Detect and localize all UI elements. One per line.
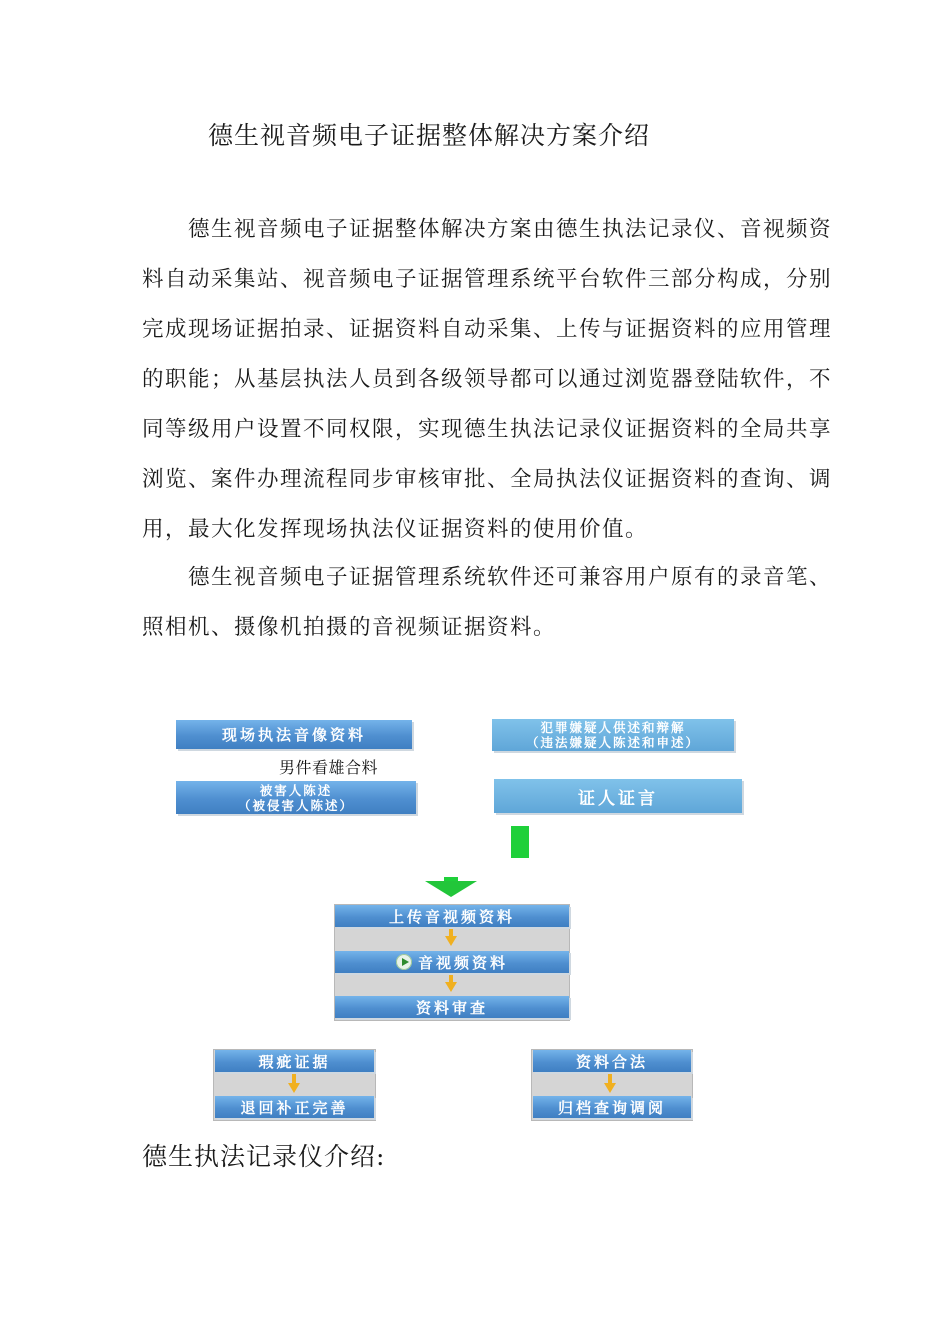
page-title: 德生视音频电子证据整体解决方案介绍 xyxy=(208,121,651,150)
source-suspect-line1: 犯罪嫌疑人供述和辩解 xyxy=(540,720,686,735)
branch-legal-label: 资料合法 xyxy=(575,1052,648,1071)
step-review-box xyxy=(335,996,569,1018)
branch-archive-label: 归档查询调阅 xyxy=(557,1098,666,1117)
step-av-label: 音视频资料 xyxy=(417,953,508,972)
branch-return-box xyxy=(215,1096,374,1118)
step-review-label: 资料审查 xyxy=(415,998,488,1017)
branch-defect-box xyxy=(215,1050,374,1072)
branch-defect-label: 瑕疵证据 xyxy=(258,1052,331,1071)
branch-return-label: 退回补正完善 xyxy=(240,1098,349,1117)
branch-archive-box xyxy=(533,1096,691,1118)
source-witness-box xyxy=(494,779,742,813)
intro-paragraph: 德生视音频电子证据整体解决方案由德生执法记录仪、音视频资料自动采集站、视音频电子证据管理系统平台软件三部分构成，分别完成现场证据拍录、证据资料自动采集、上传与证据资料的应用管理的职能；从基层执法人员到各级领导都可以通过浏览器登陆软件，不同等级用户设置不同权限，实现德生执法记录仪证据资料的全局共享浏览、案件办理流程同步审核审批、全局执法仪证据资料的查询、调用，最大化发挥现场执法仪证据资料的使用价值。 xyxy=(142,217,833,542)
source-victim-line1: 被害人陈述 xyxy=(259,782,333,798)
section-subheading: 德生执法记录仪介绍: xyxy=(142,1142,386,1171)
branch-legal-box xyxy=(533,1050,691,1072)
step-upload-label: 上传音视频资料 xyxy=(388,907,515,926)
green-down-arrow-icon xyxy=(425,881,477,897)
play-icon xyxy=(396,954,412,970)
source-onsite-box xyxy=(176,720,412,749)
down-arrow-icon xyxy=(604,1083,616,1093)
source-victim-box xyxy=(176,781,416,814)
compat-paragraph: 德生视音频电子证据管理系统软件还可兼容用户原有的录音笔、照相机、摄像机拍摄的音视频证据资料。 xyxy=(142,565,833,640)
step-av-box xyxy=(335,951,569,973)
green-connector-bar xyxy=(511,826,529,858)
down-arrow-icon xyxy=(445,982,457,992)
down-arrow-icon xyxy=(445,936,457,946)
source-suspect-box xyxy=(492,719,734,751)
down-arrow-icon xyxy=(288,1083,300,1093)
source-onsite-label: 现场执法音像资料 xyxy=(221,726,366,744)
source-suspect-line2: （违法嫌疑人陈述和申述） xyxy=(525,735,700,750)
step-upload-box xyxy=(335,905,569,927)
diagram-overlay-label: 男件看雄合料 xyxy=(279,758,379,777)
source-victim-line2: （被侵害人陈述） xyxy=(237,797,354,813)
source-witness-label: 证人证言 xyxy=(578,788,658,809)
